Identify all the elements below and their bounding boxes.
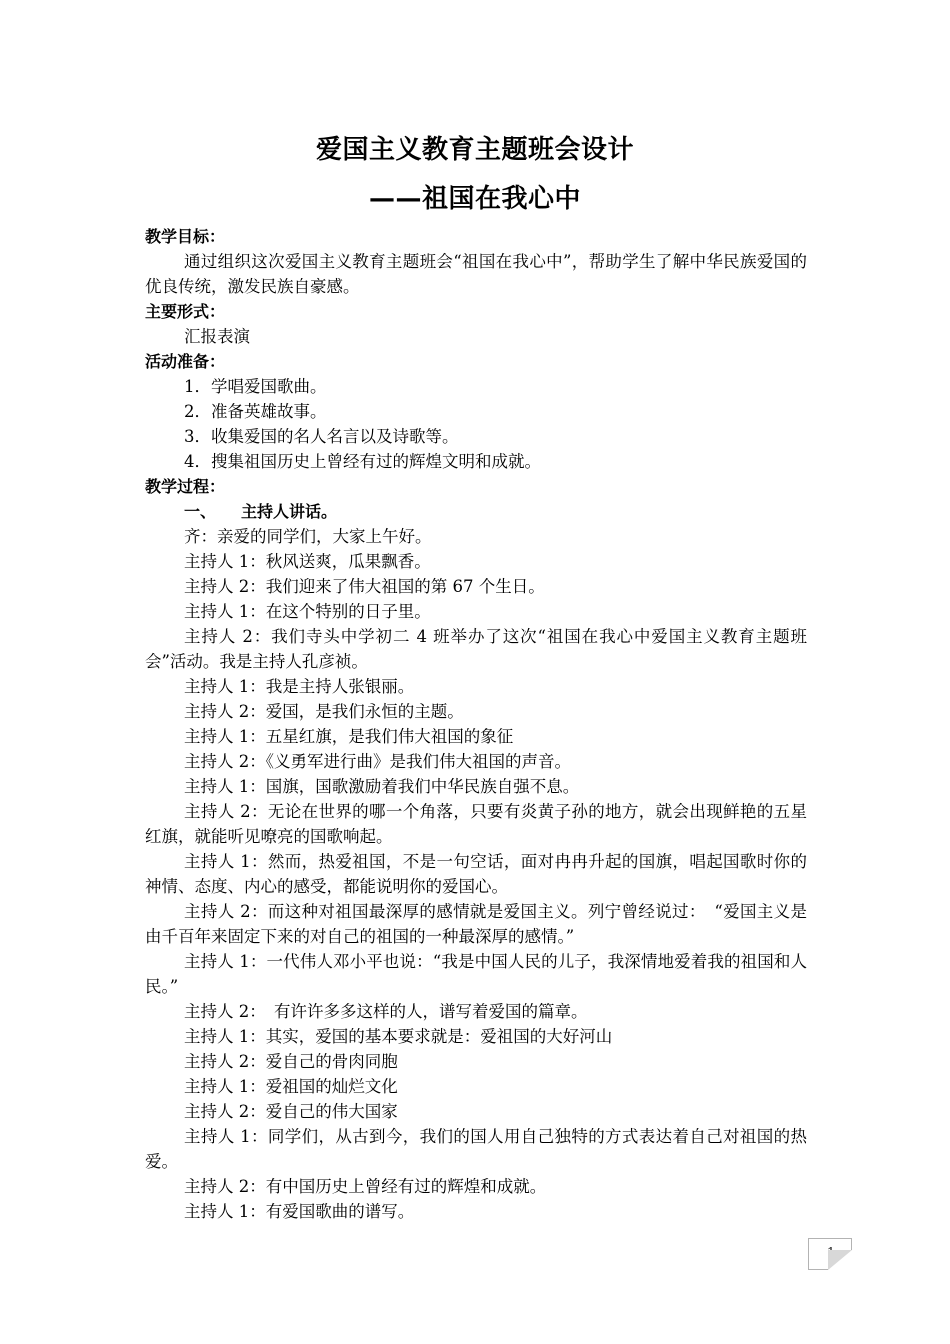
dialogue-line: 主持人 1：一代伟人邓小平也说：“我是中国人民的儿子，我深情地爱着我的祖国和人民。” [145,952,807,996]
document-body [145,224,807,1224]
dialogue-line: 主持人 2：无论在世界的哪一个角落，只要有炎黄子孙的地方，就会出现鲜艳的五星红旗，就能听见嘹亮的国歌响起。 [145,802,807,846]
dialogue-line: 主持人 1：同学们，从古到今，我们的国人用自己独特的方式表达着自己对祖国的热爱。 [145,1127,807,1171]
dialogue-line: 主持人 2： 有许许多多这样的人，谱写着爱国的篇章。 [184,1002,588,1021]
dialogue-line: 主持人 1：五星红旗，是我们伟大祖国的象征 [184,727,514,746]
section-heading-process: 教学过程： [145,477,226,496]
subsection-number: 一、 [184,502,217,521]
dialogue-line: 主持人 1：有爱国歌曲的谱写。 [184,1202,415,1221]
form-text: 汇报表演 [184,327,250,346]
page-number: 1 [826,1246,836,1261]
dialogue-line: 主持人 2：《义勇军进行曲》是我们伟大祖国的声音。 [184,752,571,771]
dialogue-line: 主持人 2：而这种对祖国最深厚的感情就是爱国主义。列宁曾经说过： “爱国主义是由千百年来固定下来的对自己的祖国的一种最深厚的感情。” [145,902,807,946]
dialogue-line: 主持人 2：爱国，是我们永恒的主题。 [184,702,464,721]
subsection-title: 主持人讲话。 [241,502,338,521]
dialogue-line: 主持人 2：我们寺头中学初二 4 班举办了这次“祖国在我心中爱国主义教育主题班会”活动。我是主持人孔彦祯。 [145,627,807,671]
dialogue-line: 主持人 2：有中国历史上曾经有过的辉煌和成就。 [184,1177,547,1196]
prep-item: 4．搜集祖国历史上曾经有过的辉煌文明和成就。 [184,452,541,471]
document-subtitle: ——祖国在我心中 [368,184,581,214]
dialogue-line: 主持人 2：爱自己的骨肉同胞 [184,1052,398,1071]
dialogue-line: 主持人 1：然而，热爱祖国，不是一句空话，面对冉冉升起的国旗，唱起国歌时你的神情、态度、内心的感受，都能说明你的爱国心。 [145,852,807,896]
document-title: 爱国主义教育主题班会设计 [315,135,634,165]
dialogue-line: 齐：亲爱的同学们，大家上午好。 [184,527,432,546]
section-heading-prep: 活动准备： [145,352,226,371]
dialogue-line: 主持人 2：我们迎来了伟大祖国的第 67 个生日。 [184,577,545,596]
objective-text: 通过组织这次爱国主义教育主题班会“祖国在我心中”，帮助学生了解中华民族爱国的优良传统，激发民族自豪感。 [145,252,807,296]
dialogue-line: 主持人 1：国旗，国歌激励着我们中华民族自强不息。 [184,777,580,796]
dialogue-line: 主持人 1：在这个特别的日子里。 [184,602,431,621]
dialogue-line: 主持人 1：爱祖国的灿烂文化 [184,1077,398,1096]
subsection-heading [145,499,807,524]
dialogue-line: 主持人 1：我是主持人张银丽。 [184,677,415,696]
dialogue-line: 主持人 1：其实，爱国的基本要求就是：爱祖国的大好河山 [184,1027,613,1046]
prep-item: 3．收集爱国的名人名言以及诗歌等。 [184,427,459,446]
section-heading-form: 主要形式： [145,302,226,321]
dialogue-line: 主持人 2：爱自己的伟大国家 [184,1102,398,1121]
dialogue-line: 主持人 1：秋风送爽，瓜果飘香。 [184,552,431,571]
page-number-box [808,1238,852,1270]
page-curl-decoration [828,1250,852,1270]
section-heading-objective: 教学目标： [145,227,226,246]
prep-item: 1．学唱爱国歌曲。 [184,377,327,396]
prep-item: 2．准备英雄故事。 [184,402,327,421]
